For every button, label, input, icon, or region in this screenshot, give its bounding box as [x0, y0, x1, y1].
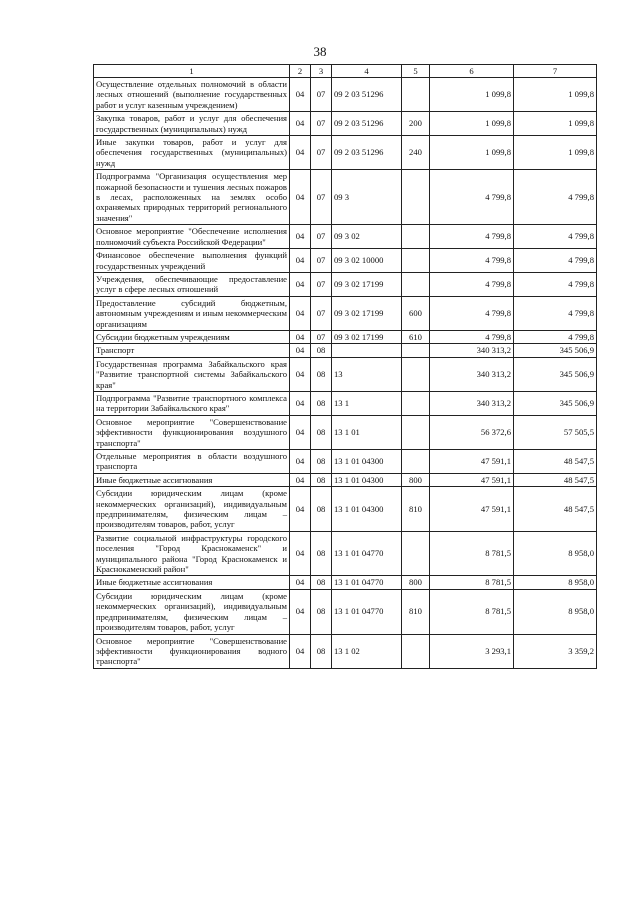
row-target-article: 09 3 — [332, 170, 402, 225]
row-section: 04 — [290, 112, 311, 136]
row-target-article — [332, 344, 402, 357]
row-expense-type: 200 — [402, 112, 430, 136]
page-number: 38 — [313, 44, 327, 59]
row-section: 04 — [290, 330, 311, 343]
budget-table — [93, 64, 597, 669]
row-amount-year1: 4 799,8 — [430, 296, 514, 330]
row-amount-year2: 3 359,2 — [514, 634, 597, 668]
row-subsection: 08 — [311, 589, 332, 634]
row-amount-year1: 4 799,8 — [430, 170, 514, 225]
row-expense-type: 810 — [402, 487, 430, 532]
row-target-article: 09 3 02 17199 — [332, 272, 402, 296]
row-subsection: 08 — [311, 357, 332, 391]
row-target-article: 13 1 01 04770 — [332, 589, 402, 634]
row-expense-type — [402, 531, 430, 576]
row-subsection: 08 — [311, 450, 332, 474]
row-amount-year2: 48 547,5 — [514, 473, 597, 486]
row-subsection: 07 — [311, 78, 332, 112]
column-header: 5 — [402, 65, 430, 78]
row-amount-year2: 4 799,8 — [514, 249, 597, 273]
row-name: Субсидии юридическим лицам (кроме некоммерческих организаций), индивидуальным предпринимателям, физическим лицам – производителям товаров, работ, услуг — [94, 487, 290, 532]
row-target-article: 09 3 02 10000 — [332, 249, 402, 273]
table-row — [94, 112, 597, 136]
table-row — [94, 272, 597, 296]
row-section: 04 — [290, 170, 311, 225]
row-amount-year2: 8 958,0 — [514, 576, 597, 589]
row-name: Иные закупки товаров, работ и услуг для обеспечения государственных (муниципальных) нужд — [94, 136, 290, 170]
row-section: 04 — [290, 576, 311, 589]
row-subsection: 07 — [311, 136, 332, 170]
row-name: Основное мероприятие "Совершенствование эффективности функционирования водного транспорта" — [94, 634, 290, 668]
row-subsection: 07 — [311, 272, 332, 296]
row-target-article: 13 1 01 04300 — [332, 450, 402, 474]
row-subsection: 08 — [311, 344, 332, 357]
row-target-article: 13 1 01 04770 — [332, 576, 402, 589]
row-name: Субсидии юридическим лицам (кроме некоммерческих организаций), индивидуальным предпринимателям, физическим лицам – производителям товаров, работ, услуг — [94, 589, 290, 634]
table-row — [94, 357, 597, 391]
table-row — [94, 344, 597, 357]
row-target-article: 09 2 03 51296 — [332, 112, 402, 136]
row-amount-year1: 4 799,8 — [430, 249, 514, 273]
row-amount-year1: 4 799,8 — [430, 225, 514, 249]
row-amount-year1: 1 099,8 — [430, 136, 514, 170]
row-amount-year2: 1 099,8 — [514, 78, 597, 112]
row-amount-year1: 47 591,1 — [430, 487, 514, 532]
row-section: 04 — [290, 415, 311, 449]
row-name: Отдельные мероприятия в области воздушного транспорта — [94, 450, 290, 474]
row-name: Иные бюджетные ассигнования — [94, 576, 290, 589]
row-subsection: 07 — [311, 296, 332, 330]
table-row — [94, 296, 597, 330]
row-target-article: 13 1 01 04300 — [332, 473, 402, 486]
row-section: 04 — [290, 78, 311, 112]
row-expense-type — [402, 344, 430, 357]
row-subsection: 08 — [311, 391, 332, 415]
row-amount-year2: 345 506,9 — [514, 344, 597, 357]
row-expense-type: 600 — [402, 296, 430, 330]
row-target-article: 09 3 02 — [332, 225, 402, 249]
row-section: 04 — [290, 531, 311, 576]
table-row — [94, 531, 597, 576]
row-section: 04 — [290, 249, 311, 273]
row-expense-type — [402, 357, 430, 391]
row-amount-year1: 340 313,2 — [430, 391, 514, 415]
row-amount-year2: 1 099,8 — [514, 112, 597, 136]
table-row — [94, 136, 597, 170]
row-subsection: 08 — [311, 634, 332, 668]
row-subsection: 07 — [311, 170, 332, 225]
table-row — [94, 634, 597, 668]
row-amount-year1: 4 799,8 — [430, 272, 514, 296]
row-amount-year1: 8 781,5 — [430, 576, 514, 589]
row-name: Основное мероприятие "Совершенствование эффективности функционирования воздушного транспорта" — [94, 415, 290, 449]
row-expense-type — [402, 634, 430, 668]
row-amount-year2: 4 799,8 — [514, 170, 597, 225]
row-subsection: 07 — [311, 112, 332, 136]
table-row — [94, 473, 597, 486]
row-amount-year1: 4 799,8 — [430, 330, 514, 343]
row-amount-year1: 47 591,1 — [430, 450, 514, 474]
row-name: Осуществление отдельных полномочий в области лесных отношений (выполнение государственных работ и услуг казенным учреждением) — [94, 78, 290, 112]
row-amount-year2: 4 799,8 — [514, 330, 597, 343]
column-header: 3 — [311, 65, 332, 78]
table-row — [94, 589, 597, 634]
row-subsection: 07 — [311, 330, 332, 343]
row-subsection: 07 — [311, 225, 332, 249]
column-header: 4 — [332, 65, 402, 78]
row-section: 04 — [290, 391, 311, 415]
row-expense-type — [402, 249, 430, 273]
row-expense-type — [402, 391, 430, 415]
table-body — [94, 78, 597, 669]
row-section: 04 — [290, 589, 311, 634]
table-row — [94, 330, 597, 343]
column-header: 2 — [290, 65, 311, 78]
row-amount-year2: 345 506,9 — [514, 357, 597, 391]
row-amount-year1: 1 099,8 — [430, 78, 514, 112]
row-target-article: 09 3 02 17199 — [332, 296, 402, 330]
table-row — [94, 450, 597, 474]
row-name: Транспорт — [94, 344, 290, 357]
row-target-article: 13 1 01 04770 — [332, 531, 402, 576]
row-amount-year1: 340 313,2 — [430, 344, 514, 357]
column-header: 7 — [514, 65, 597, 78]
row-expense-type: 240 — [402, 136, 430, 170]
table-row — [94, 225, 597, 249]
column-header: 1 — [94, 65, 290, 78]
row-subsection: 08 — [311, 531, 332, 576]
row-target-article: 09 3 02 17199 — [332, 330, 402, 343]
row-amount-year2: 57 505,5 — [514, 415, 597, 449]
row-target-article: 13 1 02 — [332, 634, 402, 668]
row-amount-year2: 48 547,5 — [514, 487, 597, 532]
row-target-article: 09 2 03 51296 — [332, 78, 402, 112]
row-amount-year2: 345 506,9 — [514, 391, 597, 415]
row-name: Предоставление субсидий бюджетным, автономным учреждениям и иным некоммерческим организациям — [94, 296, 290, 330]
row-expense-type — [402, 170, 430, 225]
column-header: 6 — [430, 65, 514, 78]
row-section: 04 — [290, 296, 311, 330]
row-name: Иные бюджетные ассигнования — [94, 473, 290, 486]
row-amount-year2: 4 799,8 — [514, 272, 597, 296]
row-subsection: 08 — [311, 576, 332, 589]
row-name: Государственная программа Забайкальского края "Развитие транспортной системы Забайкальского края" — [94, 357, 290, 391]
row-amount-year2: 8 958,0 — [514, 589, 597, 634]
row-section: 04 — [290, 473, 311, 486]
row-target-article: 13 1 01 04300 — [332, 487, 402, 532]
row-subsection: 08 — [311, 473, 332, 486]
row-name: Финансовое обеспечение выполнения функций государственных учреждений — [94, 249, 290, 273]
row-amount-year2: 1 099,8 — [514, 136, 597, 170]
table-row — [94, 249, 597, 273]
row-expense-type: 810 — [402, 589, 430, 634]
row-section: 04 — [290, 634, 311, 668]
row-name: Основное мероприятие "Обеспечение исполнения полномочий субъекта Российской Федерации" — [94, 225, 290, 249]
row-section: 04 — [290, 487, 311, 532]
table-row — [94, 487, 597, 532]
row-amount-year2: 4 799,8 — [514, 225, 597, 249]
row-expense-type — [402, 450, 430, 474]
row-target-article: 13 — [332, 357, 402, 391]
row-name: Закупка товаров, работ и услуг для обеспечения государственных (муниципальных) нужд — [94, 112, 290, 136]
row-amount-year2: 8 958,0 — [514, 531, 597, 576]
row-subsection: 08 — [311, 415, 332, 449]
row-subsection: 07 — [311, 249, 332, 273]
row-name: Подпрограмма "Организация осуществления мер пожарной безопасности и тушения лесных пожаров в лесах, расположенных на землях особо охраняемых природных территорий регионального значения" — [94, 170, 290, 225]
row-amount-year1: 8 781,5 — [430, 531, 514, 576]
row-amount-year1: 47 591,1 — [430, 473, 514, 486]
row-section: 04 — [290, 344, 311, 357]
table-row — [94, 415, 597, 449]
row-expense-type — [402, 78, 430, 112]
row-target-article: 09 2 03 51296 — [332, 136, 402, 170]
table-row — [94, 576, 597, 589]
row-expense-type — [402, 272, 430, 296]
row-amount-year2: 4 799,8 — [514, 296, 597, 330]
row-section: 04 — [290, 136, 311, 170]
header-row — [94, 65, 597, 78]
row-subsection: 08 — [311, 487, 332, 532]
row-section: 04 — [290, 450, 311, 474]
row-target-article: 13 1 01 — [332, 415, 402, 449]
row-name: Подпрограмма "Развитие транспортного комплекса на территории Забайкальского края" — [94, 391, 290, 415]
row-amount-year2: 48 547,5 — [514, 450, 597, 474]
row-expense-type — [402, 225, 430, 249]
row-section: 04 — [290, 272, 311, 296]
row-amount-year1: 340 313,2 — [430, 357, 514, 391]
table-row — [94, 170, 597, 225]
row-section: 04 — [290, 357, 311, 391]
row-expense-type: 610 — [402, 330, 430, 343]
row-amount-year1: 56 372,6 — [430, 415, 514, 449]
row-name: Учреждения, обеспечивающие предоставление услуг в сфере лесных отношений — [94, 272, 290, 296]
row-expense-type — [402, 415, 430, 449]
row-amount-year1: 8 781,5 — [430, 589, 514, 634]
row-target-article: 13 1 — [332, 391, 402, 415]
table-row — [94, 391, 597, 415]
table-row — [94, 78, 597, 112]
row-expense-type: 800 — [402, 473, 430, 486]
row-name: Развитие социальной инфраструктуры городского поселения "Город Краснокаменск" и муниципального района "Город Краснокаменск и Краснокаменский район" — [94, 531, 290, 576]
row-section: 04 — [290, 225, 311, 249]
row-expense-type: 800 — [402, 576, 430, 589]
row-amount-year1: 3 293,1 — [430, 634, 514, 668]
row-amount-year1: 1 099,8 — [430, 112, 514, 136]
row-name: Субсидии бюджетным учреждениям — [94, 330, 290, 343]
